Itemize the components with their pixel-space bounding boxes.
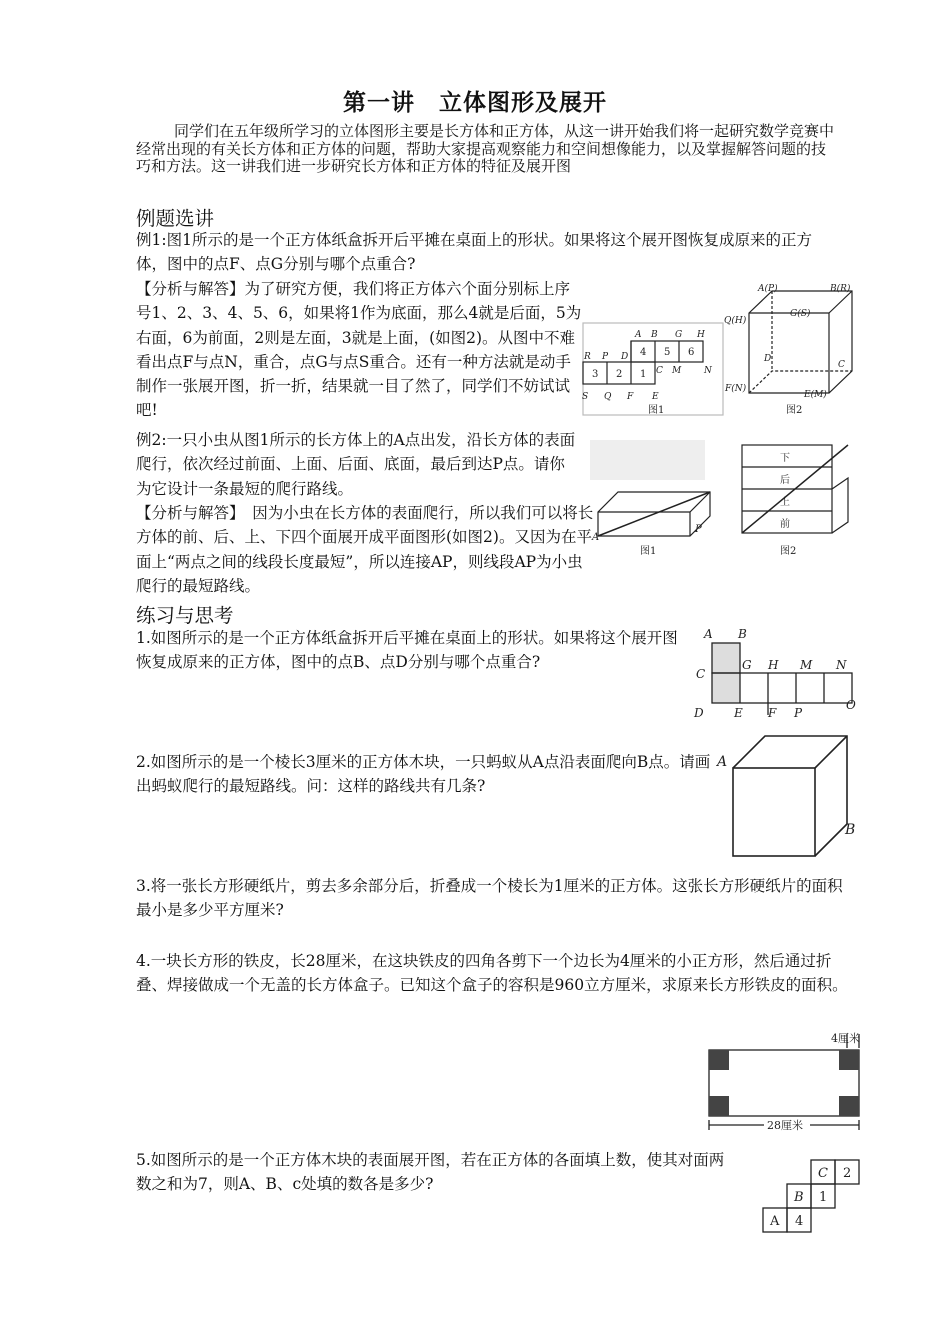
practice1-label-h: H (768, 658, 779, 672)
net-label-m: M (672, 366, 682, 376)
net-label-g: G (675, 330, 683, 340)
example2-caption-2: 图2 (780, 546, 797, 557)
practice5-cell-a: A (770, 1214, 780, 1229)
face-1: 1 (640, 369, 647, 380)
practice1-label-a: A (704, 627, 713, 641)
practice5-cell-b: B (794, 1190, 804, 1205)
practice4-sheet-figure (697, 1030, 872, 1133)
example2-label-p: P (695, 524, 702, 535)
cube-label-d: D (764, 354, 772, 364)
face-5: 5 (664, 347, 671, 358)
practice1-label-f: F (768, 706, 777, 720)
net-label-p: P (602, 352, 609, 362)
practice1-label-o: O (846, 698, 856, 712)
page-title: 第一讲 立体图形及展开 (343, 89, 607, 116)
cube-label-em: E(M) (804, 390, 827, 400)
net-label-h: H (697, 330, 705, 340)
practice1-label-p: P (794, 706, 803, 720)
net-label-e: E (652, 392, 659, 402)
figure-caption-2: 图2 (786, 405, 803, 416)
practice5-cell-c: C (818, 1166, 828, 1181)
practice5-cell-4: 4 (795, 1214, 804, 1229)
practice1-label-m: M (800, 658, 813, 672)
practice-question-4: 4.一块长方形的铁皮，长28厘米，在这块铁皮的四角各剪下一个边长为4厘米的小正方形，然后通过折叠、焊接做成一个无盖的长方体盒子。已知这个盒子的容积是960立方厘米，求原来长方形铁皮的面积。 (136, 952, 848, 995)
net-label-a: A (635, 330, 642, 340)
example1-answer: 【分析与解答】为了研究方便，我们将正方体六个面分别标上序号1、2、3、4、5、6，如果将1作为底面，那么4就是后面，5为右面，6为前面，2则是左面，3就是上面，(如图2)。从图中不难看出点F与点N，重合，点G与点S重合。还有一种方法就是动手制作一张展开图，折一折，结果就一目了然了，同学们不妨试试吧! (136, 280, 582, 420)
practice1-label-b: B (738, 627, 747, 641)
cube-label-qh: Q(H) (724, 316, 747, 326)
practice5-cell-1: 1 (819, 1190, 828, 1205)
net-label-c: C (656, 366, 663, 376)
cube-label-ap: A(P) (758, 284, 778, 294)
face-3: 3 (592, 369, 599, 380)
practice4-side-label: 4厘米 (831, 1032, 860, 1045)
net-label-d: D (621, 352, 629, 362)
practice1-label-c: C (696, 667, 706, 681)
practice-question-1: 1.如图所示的是一个正方体纸盒拆开后平摊在桌面上的形状。如果将这个展开图恢复成原来的正方体，图中的点B、点D分别与哪个点重合? (136, 629, 678, 672)
net-label-f: F (627, 392, 634, 402)
section-heading-examples: 例题选讲 (136, 207, 215, 230)
cube-label-br: B(R) (830, 284, 851, 294)
net-face-top: 上 (780, 497, 790, 508)
net-face-bottom: 下 (780, 453, 790, 464)
cube-label-c: C (838, 360, 845, 370)
practice1-net-figure (690, 625, 865, 725)
net-face-back: 后 (780, 475, 790, 486)
example1-figure (580, 283, 855, 423)
example2-caption-1: 图1 (640, 546, 657, 557)
cube-label-fn: F(N) (725, 384, 747, 394)
practice1-label-d: D (694, 706, 704, 720)
practice1-label-e: E (734, 706, 743, 720)
cube-label-gs: G(S) (790, 309, 811, 319)
practice4-length-label: 28厘米 (767, 1119, 803, 1132)
practice1-label-g: G (742, 658, 752, 672)
practice-question-3: 3.将一张长方形硬纸片，剪去多余部分后，折叠成一个棱长为1厘米的正方体。这张长方形硬纸片的面积最小是多少平方厘米? (136, 877, 843, 920)
net-label-s: S (582, 392, 589, 402)
practice2-cube-figure (715, 728, 860, 863)
practice-question-2: 2.如图所示的是一个棱长3厘米的正方体木块，一只蚂蚁从A点沿表面爬向B点。请画出蚂蚁爬行的最短路线。问：这样的路线共有几条? (136, 753, 711, 796)
practice1-label-n: N (836, 658, 847, 672)
face-2: 2 (616, 369, 623, 380)
example1-question: 例1:图1所示的是一个正方体纸盒拆开后平摊在桌面上的形状。如果将这个展开图恢复成原来的正方体，图中的点F、点G分别与哪个点重合? (136, 231, 812, 274)
face-6: 6 (688, 347, 695, 358)
practice2-label-a: A (717, 754, 728, 770)
net-label-r: R (584, 352, 591, 362)
section-heading-practice: 练习与思考 (136, 604, 234, 627)
net-label-n: N (704, 366, 712, 376)
example2-answer: 【分析与解答】 因为小虫在长方体的表面爬行，所以我们可以将长方体的前、后、上、下四个面展开成平面图形(如图2)。又因为在平面上“两点之间的线段长度最短”，所以连接AP，则线段AP为小虫爬行的最短路线。 (136, 504, 594, 595)
example2-question: 例2:一只小虫从图1所示的长方体上的A点出发，沿长方体的表面爬行，依次经过前面、上面、后面、底面，最后到达P点。请你为它设计一条最短的爬行路线。 (136, 431, 576, 498)
practice5-cell-2: 2 (843, 1166, 852, 1181)
face-4: 4 (640, 347, 647, 358)
practice2-label-b: B (845, 822, 856, 838)
practice-question-5: 5.如图所示的是一个正方体木块的表面展开图，若在正方体的各面填上数，使其对面两数之和为7，则A、B、c处填的数各是多少? (136, 1151, 725, 1194)
example2-figure (590, 440, 860, 558)
intro-paragraph: 同学们在五年级所学习的立体图形主要是长方体和正方体，从这一讲开始我们将一起研究数学竞赛中经常出现的有关长方体和正方体的问题，帮助大家提高观察能力和空间想像能力，以及掌握解答问题的技巧和方法。这一讲我们进一步研究长方体和正方体的特征及展开图 (136, 122, 835, 176)
figure-caption-1: 图1 (648, 405, 665, 416)
net-face-front: 前 (780, 519, 790, 530)
net-label-q: Q (604, 392, 612, 402)
example2-label-a: A (592, 532, 600, 543)
practice5-net-figure (755, 1150, 865, 1242)
net-label-b: B (651, 330, 658, 340)
